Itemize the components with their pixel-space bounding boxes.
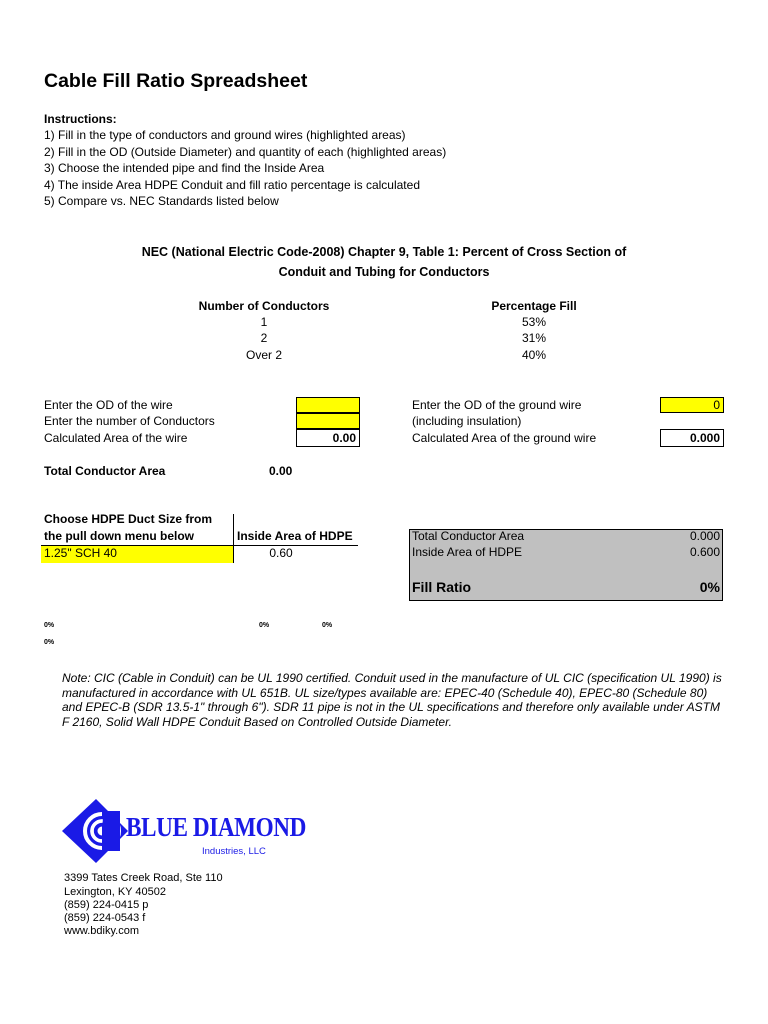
address-line: Lexington, KY 40502 — [64, 886, 166, 898]
nec-row-conductors: 1 — [260, 315, 268, 329]
fill-ratio-label: Fill Ratio — [412, 579, 472, 595]
summary-inside-label: Inside Area of HDPE — [412, 545, 523, 559]
fax-line: (859) 224-0543 f — [64, 912, 146, 924]
address-line: 3399 Tates Creek Road, Ste 110 — [64, 872, 223, 884]
nec-row-fill: 53% — [521, 315, 547, 329]
nec-heading-line2: Conduit and Tubing for Conductors — [278, 265, 490, 279]
duct-label-line1: Choose HDPE Duct Size from — [44, 512, 213, 526]
conductor-count-label: Enter the number of Conductors — [44, 414, 215, 428]
tiny-percent: 0% — [259, 622, 270, 629]
instruction-step-4: 4) The inside Area HDPE Conduit and fill ratio percentage is calculated — [44, 178, 420, 192]
tiny-percent: 0% — [44, 622, 55, 629]
nec-heading-line1: NEC (National Electric Code-2008) Chapter 9, Table 1: Percent of Cross Section of — [141, 245, 627, 259]
ground-insulation-label: (including insulation) — [412, 414, 522, 428]
logo-subtitle: Industries, LLC — [202, 846, 266, 857]
phone-line: (859) 224-0415 p — [64, 899, 149, 911]
website-link[interactable]: www.bdiky.com — [64, 925, 139, 937]
nec-col-conductors: Number of Conductors — [198, 299, 330, 313]
instruction-step-3: 3) Choose the intended pipe and find the Inside Area — [44, 161, 325, 175]
instruction-step-1: 1) Fill in the type of conductors and ground wires (highlighted areas) — [44, 128, 406, 142]
ground-area-value: 0.000 — [660, 429, 724, 447]
tiny-percent: 0% — [44, 639, 55, 646]
tiny-percent: 0% — [322, 622, 333, 629]
instruction-step-2: 2) Fill in the OD (Outside Diameter) and quantity of each (highlighted areas) — [44, 145, 447, 159]
total-conductor-value: 0.00 — [269, 464, 293, 478]
duct-divider — [233, 514, 234, 563]
wire-area-label: Calculated Area of the wire — [44, 431, 188, 445]
duct-size-select[interactable]: 1.25" SCH 40 — [41, 546, 233, 563]
nec-row-fill: 31% — [521, 331, 547, 345]
nec-row-conductors: Over 2 — [245, 348, 282, 362]
summary-total-label: Total Conductor Area — [412, 529, 525, 543]
duct-label-line2: the pull down menu below — [44, 529, 194, 543]
conductor-count-input[interactable] — [296, 413, 360, 429]
logo-name: BLUE DIAMOND — [126, 812, 306, 842]
summary-inside-value: 0.600 — [689, 545, 720, 559]
fill-ratio-value: 0% — [699, 579, 720, 595]
wire-od-input[interactable] — [296, 397, 360, 413]
inside-area-value: 0.60 — [269, 546, 293, 560]
summary-total-value: 0.000 — [689, 529, 720, 543]
ul-note: Note: CIC (Cable in Conduit) can be UL 1990 certified. Conduit used in the manufacture of UL CIC (specification UL 1990) is manufactured in accordance with UL 651B. UL size/types available are: EPEC-40 (Schedule 40), EPEC-80 (Schedule 80) and EPEC-B (SDR 13.5-1" through 6"). SDR 11 pipe is not in the UL specifications and therefore only available under ASTM F 2160, Solid Wall HDPE Conduit Based on Controlled Outside Diameter. — [62, 671, 722, 729]
wire-od-label: Enter the OD of the wire — [44, 398, 173, 412]
nec-row-fill: 40% — [521, 348, 547, 362]
ground-area-label: Calculated Area of the ground wire — [412, 431, 597, 445]
page-title: Cable Fill Ratio Spreadsheet — [44, 70, 308, 92]
ground-od-input[interactable]: 0 — [660, 397, 724, 413]
instructions-heading: Instructions: — [44, 112, 117, 126]
ground-od-label: Enter the OD of the ground wire — [412, 398, 582, 412]
wire-area-value: 0.00 — [296, 429, 360, 447]
nec-row-conductors: 2 — [260, 331, 268, 345]
nec-col-fill: Percentage Fill — [491, 299, 577, 313]
inside-area-header: Inside Area of HDPE — [237, 529, 353, 543]
instruction-step-5: 5) Compare vs. NEC Standards listed below — [44, 194, 279, 208]
total-conductor-label: Total Conductor Area — [44, 464, 166, 478]
